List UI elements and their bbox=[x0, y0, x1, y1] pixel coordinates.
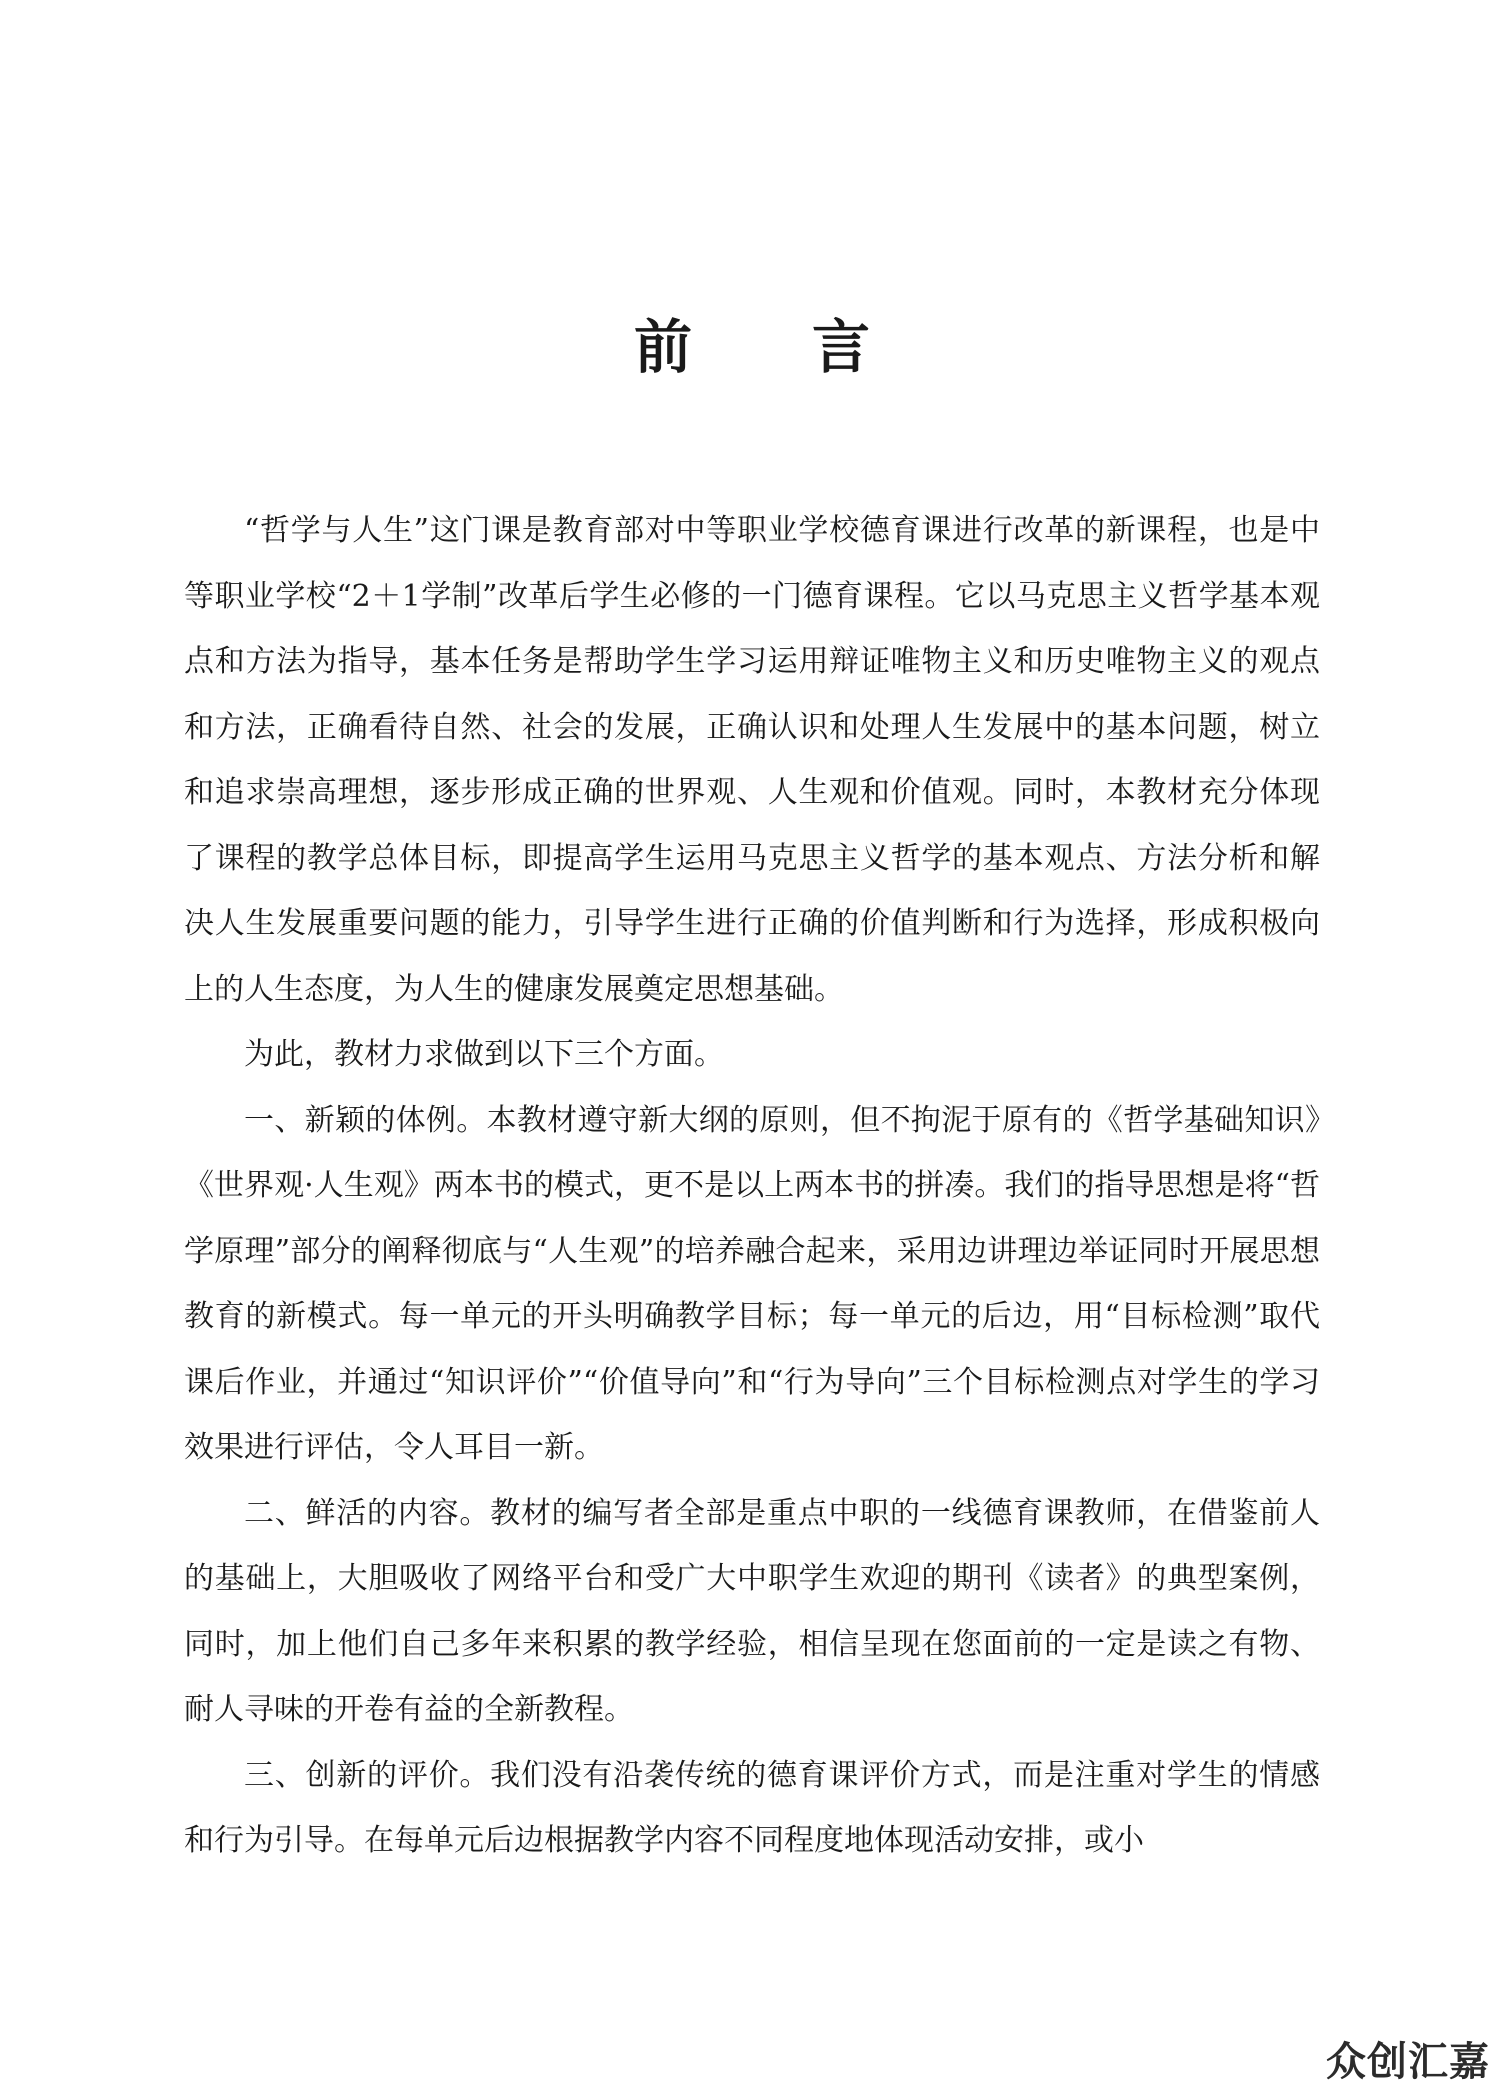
paragraph-content: 二、鲜活的内容。教材的编写者全部是重点中职的一线德育课教师，在借鉴前人的基础上，大胆吸收了网络平台和受广大中职学生欢迎的期刊《读者》的典型案例，同时，加上他们自己多年来积累的教学经验，相信呈现在您面前的一定是读之有物、耐人寻味的开卷有益的全新教程。 bbox=[184, 1495, 1320, 1727]
watermark-logo: 众创汇嘉 bbox=[1326, 2039, 1490, 2085]
paragraph-evaluation: 三、创新的评价。我们没有沿袭传统的德育课评价方式，而是注重对学生的情感和行为引导。在每单元后边根据教学内容不同程度地体现活动安排，或小 bbox=[184, 1757, 1320, 1858]
page-title: 前言 bbox=[633, 313, 990, 381]
paragraph-aims: 为此，教材力求做到以下三个方面。 bbox=[244, 1037, 724, 1072]
paragraph-intro: “哲学与人生”这门课是教育部对中等职业学校德育课进行改革的新课程，也是中等职业学校“2＋1学制”改革后学生必修的一门德育课程。它以马克思主义哲学基本观点和方法为指导，基本任务是帮助学生学习运用辩证唯物主义和历史唯物主义的观点和方法，正确看待自然、社会的发展，正确认识和处理人生发展中的基本问题，树立和追求崇高理想，逐步形成正确的世界观、人生观和价值观。同时，本教材充分体现了课程的教学总体目标，即提高学生运用马克思主义哲学的基本观点、方法分析和解决人生发展重要问题的能力，引导学生进行正确的价值判断和行为选择，形成积极向上的人生态度，为人生的健康发展奠定思想基础。 bbox=[184, 513, 1320, 1007]
body-text bbox=[184, 498, 1320, 1874]
paragraph-format: 一、新颖的体例。本教材遵守新大纲的原则，但不拘泥于原有的《哲学基础知识》《世界观·人生观》两本书的模式，更不是以上两本书的拼凑。我们的指导思想是将“哲学原理”部分的阐释彻底与“人生观”的培养融合起来，采用边讲理边举证同时开展思想教育的新模式。每一单元的开头明确教学目标；每一单元的后边，用“目标检测”取代课后作业，并通过“知识评价”“价值导向”和“行为导向”三个目标检测点对学生的学习效果进行评估，令人耳目一新。 bbox=[184, 1102, 1320, 1465]
